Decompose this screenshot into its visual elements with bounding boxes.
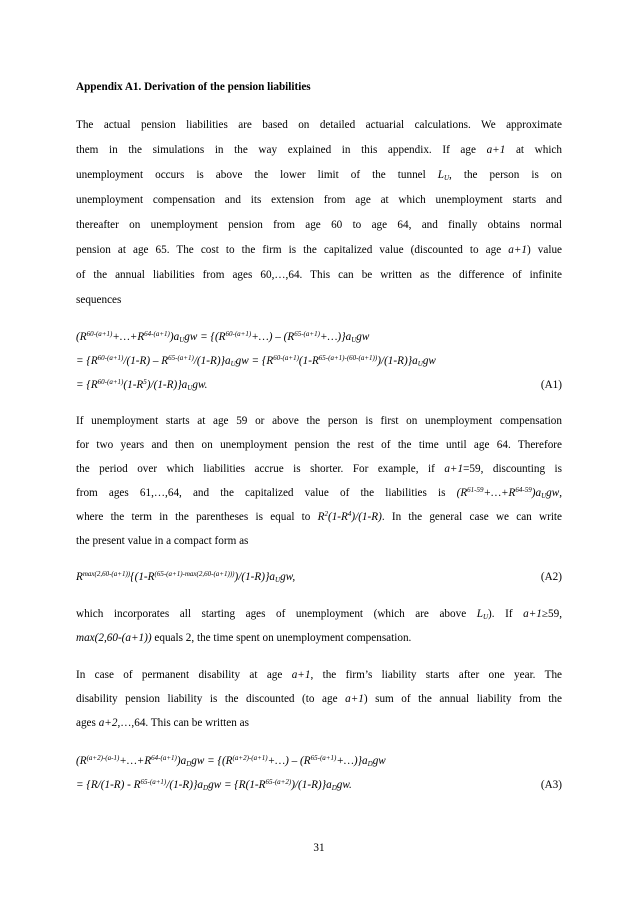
para1-line5: thereafter on unemployment pension from age 60 to age 64, and finally obtains normal [76, 219, 562, 231]
para4-line1: In case of permanent disability at age a+1, the firm’s liability starts after one year. The [76, 669, 563, 681]
para2-line1: If unemployment starts at age 59 or above the person is first on unemployment compensation [76, 415, 562, 427]
para1-line4: unemployment compensation and its extension from age at which unemployment starts and [76, 194, 562, 206]
para3-line2: max(2,60-(a+1)) equals 2, the time spent on unemployment compensation. [76, 632, 412, 644]
section-heading: Appendix A1. Derivation of the pension liabilities [76, 81, 311, 93]
para3-line1: which incorporates all starting ages of unemployment (which are above $L_U$). If a+1≥59, [76, 608, 563, 621]
equation-a3-number: (A3) [540, 779, 562, 791]
para2-line3: the period over which liabilities accrue is shorter. For example, if a+1=59, discounting is [76, 463, 562, 475]
page-number: 31 [313, 842, 325, 854]
para4-line3: ages a+2,…,64. This can be written as [76, 717, 249, 729]
para2-line6: the present value in a compact form as [76, 535, 249, 547]
para2-line5: where the term in the parentheses is equal to $R^2(1-R^4)/(1-R)$. In the general case we can write [76, 510, 563, 523]
equation-a1-line1: $(R^{60-(a+1)}+\dots+R^{64-(a+1)})a_Ugw$ = {$(R^{60-(a+1)}+\dots)$ – $(R^{65-(a+1)}+\dots)\}a_Ugw$ [76, 330, 370, 344]
para1-line7: of the annual liabilities from ages 60,…,64. This can be written as the difference of infinite [76, 269, 562, 281]
para1-line2: them in the simulations in the way explained in this appendix. If age a+1 at which [76, 144, 562, 156]
equation-a2-number: (A2) [540, 571, 562, 583]
equation-a2: $R^{max(2,60-(a+1))}\{(1-R^{(65-(a+1)-max(2,60-(a+1)))})/(1-R)\}a_Ugw$, (A2) [76, 570, 562, 584]
para1-line1: The actual pension liabilities are based on detailed actuarial calculations. We approximate [76, 119, 562, 131]
para2-line4: from ages 61,…,64, and the capitalized value of the liabilities is $(R^{61-59}+\dots+R^{64-59})a_Ugw$, [76, 486, 562, 500]
equation-a1-line3: = $\{R^{60-(a+1)}(1-R^5)/(1-R)\}a_Ugw$. (A1) [76, 378, 562, 392]
para1-line8: sequences [76, 294, 122, 306]
para1-line6: pension at age 65. The cost to the firm is the capitalized value (discounted to age a+1) value [76, 244, 563, 256]
para1-line3: unemployment occurs is above the lower limit of the tunnel $L_U$, the person is on [76, 169, 562, 182]
equation-a3-line2: = $\{R/(1-R) - R^{65-(a+1)}/(1-R)\}a_Dgw = \{R(1-R^{65-(a+2)})/(1-R)\}a_Dgw$. (A3) [76, 778, 562, 792]
equation-a3-line1: $(R^{(a+2)-(a-1)}+\dots+R^{64-(a+1)})a_Dgw$ = {$(R^{(a+2)-(a+1)}+\dots)$ – $(R^{65-(a+1)}+\dots)\}a_Dgw$ [76, 754, 386, 768]
para4-line2: disability pension liability is the discounted (to age a+1) sum of the annual liability from the [76, 693, 562, 705]
para2-line2: for two years and then on unemployment pension the rest of the time until age 64. Therefore [76, 439, 562, 451]
equation-a1-line2: = $\{R^{60-(a+1)}/(1-R) - R^{65-(a+1)}/(1-R)\}a_Ugw = \{R^{60-(a+1)}(1-R^{65-(a+1)-(60-(a+1))})/(1-R)\}a_Ugw$ [76, 354, 436, 368]
equation-a1-number: (A1) [540, 379, 562, 391]
